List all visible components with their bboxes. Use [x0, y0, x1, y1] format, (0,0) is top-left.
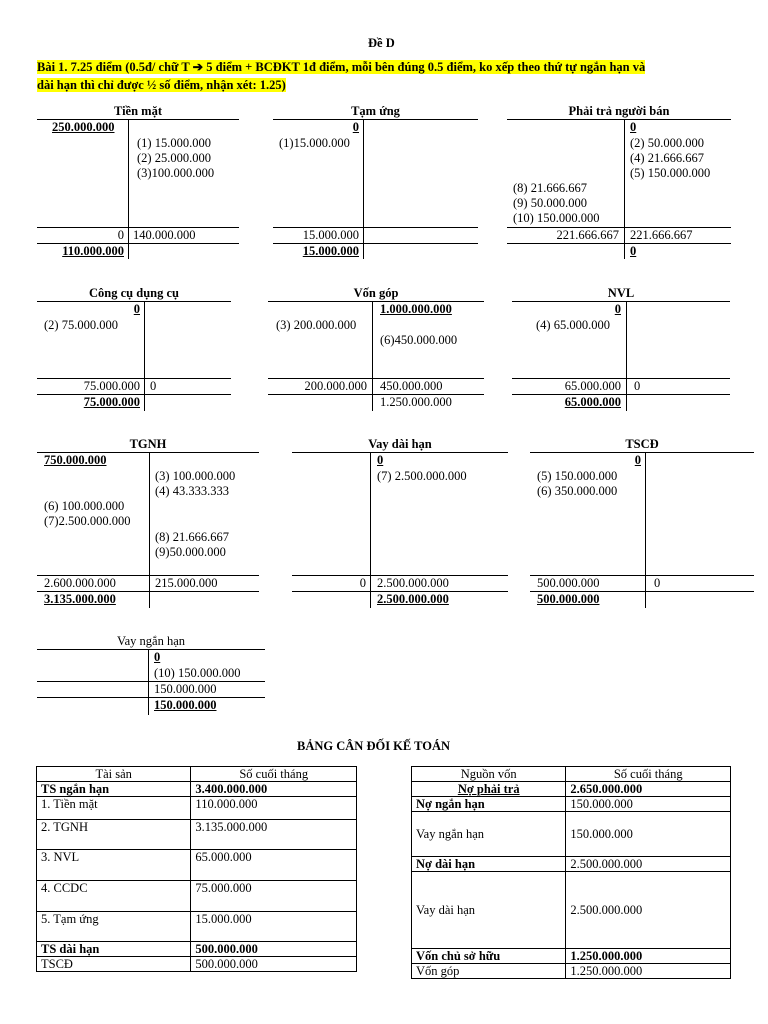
balance-sheet-title: BẢNG CÂN ĐỐI KẾ TOÁN — [297, 739, 451, 753]
closing-credit: 150.000.000 — [154, 698, 217, 712]
debit-entry: (7)2.500.000.000 — [44, 514, 131, 528]
row-label: TS ngắn hạn — [37, 782, 191, 797]
debit-entry: (10) 150.000.000 — [513, 211, 600, 225]
row-label: TS dài hạn — [37, 942, 191, 957]
total-debit: 221.666.667 — [556, 228, 619, 242]
row-label: 3. NVL — [37, 850, 191, 881]
credit-entry: (6)450.000.000 — [380, 333, 458, 347]
total-debit: 75.000.000 — [83, 379, 140, 393]
table-row — [412, 872, 731, 949]
t-closing-line — [507, 243, 731, 244]
t-top-line — [37, 649, 265, 650]
closing-credit: 2.500.000.000 — [377, 592, 449, 606]
header-cell: Nguồn vốn — [412, 767, 566, 782]
row-label: 1. Tiền mặt — [37, 797, 191, 820]
table-row — [412, 782, 731, 797]
row-label: Vay ngắn hạn — [412, 812, 566, 857]
row-value: 1.250.000.000 — [566, 964, 731, 979]
account-title: Tiền mặt — [113, 104, 163, 118]
t-top-line — [292, 452, 508, 453]
credit-entry: (4) 43.333.333 — [155, 484, 229, 498]
t-divider — [148, 649, 149, 715]
opening-credit: 0 — [630, 120, 637, 134]
row-value: 15.000.000 — [191, 912, 357, 942]
credit-entry: (8) 21.666.667 — [155, 530, 229, 544]
closing-debit: 3.135.000.000 — [44, 592, 116, 606]
opening-debit: 250.000.000 — [52, 120, 115, 134]
credit-entry: (7) 2.500.000.000 — [377, 469, 467, 483]
row-value: 3.135.000.000 — [191, 820, 357, 850]
row-label: 5. Tạm ứng — [37, 912, 191, 942]
debit-entry: (5) 150.000.000 — [537, 469, 618, 483]
table-row — [412, 797, 731, 812]
closing-credit: 0 — [630, 244, 637, 258]
table-row — [37, 912, 357, 942]
row-label: Vay dài hạn — [412, 872, 566, 949]
instructions-line-2: dài hạn thì chỉ được ½ số điểm, nhận xét: 1.25) — [37, 78, 286, 92]
closing-debit: 15.000.000 — [302, 244, 359, 258]
row-label: 2. TGNH — [37, 820, 191, 850]
total-credit: 215.000.000 — [155, 576, 218, 590]
table-header-row — [37, 767, 357, 782]
closing-credit: 1.250.000.000 — [380, 395, 452, 409]
account-title: TSCĐ — [625, 437, 659, 451]
t-divider — [370, 452, 371, 608]
credit-entry: (9)50.000.000 — [155, 545, 226, 559]
row-label: TSCĐ — [37, 957, 191, 972]
closing-debit: 500.000.000 — [537, 592, 600, 606]
instructions-line-1: Bài 1. 7.25 điểm (0.5đ/ chữ T ➔ 5 điểm + BCĐKT 1đ điểm, mỗi bên đúng 0.5 điểm, ko xếp theo thứ tự ngắn hạn và — [37, 60, 646, 74]
closing-debit: 65.000.000 — [564, 395, 621, 409]
row-value: 150.000.000 — [566, 812, 731, 857]
total-credit: 221.666.667 — [630, 228, 693, 242]
account-title: Công cụ dụng cụ — [89, 286, 179, 300]
total-debit: 500.000.000 — [537, 576, 600, 590]
t-top-line — [507, 119, 731, 120]
table-row — [412, 857, 731, 872]
row-value: 150.000.000 — [566, 797, 731, 812]
closing-debit: 110.000.000 — [62, 244, 124, 258]
table-row — [37, 850, 357, 881]
debit-entry: (6) 350.000.000 — [537, 484, 618, 498]
table-header-row — [412, 767, 731, 782]
total-debit: 0 — [117, 228, 124, 242]
total-credit: 450.000.000 — [380, 379, 443, 393]
total-debit: 0 — [359, 576, 366, 590]
total-credit: 0 — [150, 379, 157, 393]
total-credit: 0 — [634, 379, 641, 393]
t-divider — [645, 452, 646, 608]
t-divider — [624, 119, 625, 259]
row-value: 2.500.000.000 — [566, 872, 731, 949]
credit-entry: (3) 100.000.000 — [155, 469, 236, 483]
total-debit: 2.600.000.000 — [44, 576, 116, 590]
credit-entry: (4) 21.666.667 — [630, 151, 704, 165]
account-title: Phải trả người bán — [568, 104, 670, 118]
table-row — [37, 942, 357, 957]
row-value: 2.650.000.000 — [566, 782, 731, 797]
row-value: 110.000.000 — [191, 797, 357, 820]
row-value: 75.000.000 — [191, 881, 357, 912]
t-divider — [363, 119, 364, 259]
total-credit: 150.000.000 — [154, 682, 217, 696]
credit-entry: (1) 15.000.000 — [137, 136, 211, 150]
credit-entry: (2) 25.000.000 — [137, 151, 211, 165]
debit-entry: (6) 100.000.000 — [44, 499, 125, 513]
row-label: Nợ ngắn hạn — [412, 797, 566, 812]
credit-entry: (5) 150.000.000 — [630, 166, 711, 180]
account-title: Vốn góp — [353, 286, 399, 300]
table-row — [37, 782, 357, 797]
t-total-line — [37, 681, 265, 682]
row-value: 500.000.000 — [191, 942, 357, 957]
row-label: 4. CCDC — [37, 881, 191, 912]
debit-entry: (1)15.000.000 — [279, 136, 350, 150]
table-row — [412, 964, 731, 979]
row-label: Vốn chủ sở hữu — [412, 949, 566, 964]
account-title: TGNH — [129, 437, 167, 451]
row-label: Nợ phải trả — [412, 782, 566, 797]
credit-entry: (3)100.000.000 — [137, 166, 215, 180]
row-value: 65.000.000 — [191, 850, 357, 881]
credit-entry: (10) 150.000.000 — [154, 666, 241, 680]
row-value: 2.500.000.000 — [566, 857, 731, 872]
header-cell: Tài sản — [37, 767, 191, 782]
debit-entry: (4) 65.000.000 — [536, 318, 610, 332]
debit-entry: (3) 200.000.000 — [276, 318, 357, 332]
total-debit: 15.000.000 — [302, 228, 359, 242]
closing-debit: 75.000.000 — [83, 395, 140, 409]
total-debit: 65.000.000 — [564, 379, 621, 393]
table-row — [37, 957, 357, 972]
opening-debit: 0 — [133, 302, 140, 316]
page-title: Đề D — [368, 36, 395, 50]
row-label: Vốn góp — [412, 964, 566, 979]
assets-table — [36, 766, 357, 972]
sources-table — [411, 766, 731, 979]
row-label: Nợ dài hạn — [412, 857, 566, 872]
table-row — [412, 812, 731, 857]
debit-entry: (8) 21.666.667 — [513, 181, 587, 195]
account-title: Tạm ứng — [351, 104, 400, 118]
account-title: Vay ngắn hạn — [116, 634, 186, 648]
opening-credit: 0 — [377, 453, 384, 467]
row-value: 500.000.000 — [191, 957, 357, 972]
table-row — [37, 881, 357, 912]
total-credit: 0 — [654, 576, 661, 590]
debit-entry: (9) 50.000.000 — [513, 196, 587, 210]
opening-debit: 0 — [352, 120, 359, 134]
total-debit: 200.000.000 — [304, 379, 367, 393]
debit-entry: (2) 75.000.000 — [44, 318, 118, 332]
t-divider — [128, 119, 129, 259]
table-row — [412, 949, 731, 964]
account-title: Vay dài hạn — [368, 437, 432, 451]
table-row — [37, 820, 357, 850]
opening-credit: 1.000.000.000 — [380, 302, 452, 316]
table-row — [37, 797, 357, 820]
header-cell: Số cuối tháng — [566, 767, 731, 782]
t-closing-line — [37, 697, 265, 698]
account-title: NVL — [607, 286, 635, 300]
opening-debit: 0 — [614, 302, 621, 316]
opening-debit: 0 — [634, 453, 641, 467]
credit-entry: (2) 50.000.000 — [630, 136, 704, 150]
total-credit: 2.500.000.000 — [377, 576, 449, 590]
row-value: 3.400.000.000 — [191, 782, 357, 797]
row-value: 1.250.000.000 — [566, 949, 731, 964]
opening-credit: 0 — [154, 650, 161, 664]
total-credit: 140.000.000 — [133, 228, 196, 242]
opening-debit: 750.000.000 — [44, 453, 107, 467]
t-divider — [149, 452, 150, 608]
header-cell: Số cuối tháng — [191, 767, 357, 782]
